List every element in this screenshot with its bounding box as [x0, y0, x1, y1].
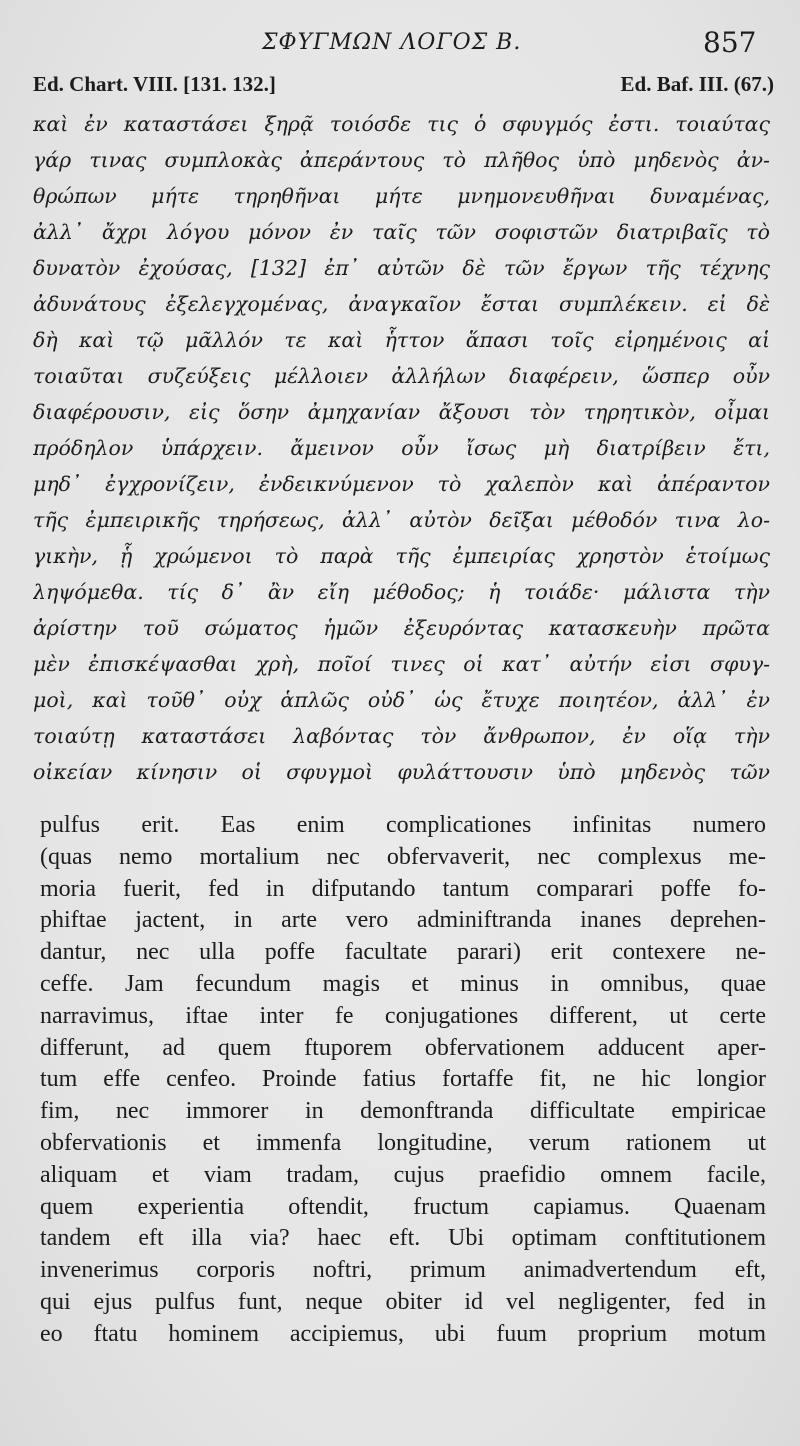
greek-text-line: δὴ καὶ τῷ μᾶλλόν τε καὶ ἧττον ἅπασι τοῖς εἰρημένοις αἱ: [33, 328, 770, 352]
edition-basel-reference: Ed. Baf. III. (67.): [620, 72, 774, 96]
greek-text-line: γικὴν, ᾗ χρώμενοι τὸ παρὰ τῆς ἐμπειρίας χρηστὸν ἑτοίμως: [33, 544, 770, 568]
greek-text-line: μηδ᾽ ἐγχρονίζειν, ἐνδεικνύμενον τὸ χαλεπὸν καὶ ἀπέραντον: [33, 472, 770, 496]
latin-text-line: quem experientia oftendit, fructum capiamus. Quaenam: [40, 1193, 766, 1220]
latin-text-line: phiftae jactent, in arte vero adminiftranda inanes deprehen-: [40, 907, 766, 934]
latin-text-line: narravimus, iftae inter fe conjugationes different, ut certe: [40, 1002, 766, 1029]
greek-text-line: μοὶ, καὶ τοῦθ᾽ οὐχ ἁπλῶς οὐδ᾽ ὡς ἔτυχε ποιητέον, ἀλλ᾽ ἐν: [33, 688, 770, 712]
greek-text-line: τοιαῦται συζεύξεις μέλλοιεν ἀλλήλων διαφέρειν, ὥσπερ οὖν: [33, 364, 770, 388]
greek-text-line: θρώπων μήτε τηρηθῆναι μήτε μνημονευθῆναι δυναμένας,: [33, 184, 770, 208]
running-head: [0, 26, 800, 66]
greek-text-line: τῆς ἐμπειρικῆς τηρήσεως, ἀλλ᾽ αὐτὸν δεῖξαι μέθοδόν τινα λο-: [33, 508, 770, 532]
latin-text-line: dantur, nec ulla poffe facultate parari) erit contexere ne-: [40, 939, 766, 966]
greek-text-line: δυνατὸν ἐχούσας, [132] ἐπ᾽ αὐτῶν δὲ τῶν ἔργων τῆς τέχνης: [33, 256, 770, 280]
latin-text-line: fim, nec immorer in demonftranda difficultate empiricae: [40, 1098, 766, 1125]
latin-text-line: invenerimus corporis noftri, primum animadvertendum eft,: [40, 1257, 766, 1284]
latin-text-line: moria fuerit, fed in difputando tantum comparari poffe fo-: [40, 875, 766, 902]
latin-text-line: tum effe cenfeo. Proinde fatius fortaffe fit, ne hic longior: [40, 1066, 766, 1093]
latin-text-block: [40, 810, 766, 1351]
page-number: 857: [703, 26, 757, 59]
latin-text-line: (quas nemo mortalium nec obfervaverit, nec complexus me-: [40, 843, 766, 870]
edition-chart-reference: Ed. Chart. VIII. [131. 132.]: [33, 72, 276, 96]
greek-text-block: [33, 106, 770, 790]
greek-text-line: διαφέρουσιν, εἰς ὅσην ἀμηχανίαν ἄξουσι τὸν τηρητικὸν, οἶμαι: [33, 400, 770, 424]
latin-text-line: qui ejus pulfus funt, neque obiter id vel negligenter, fed in: [40, 1288, 766, 1315]
greek-text-line: ἀρίστην τοῦ σώματος ἡμῶν ἐξευρόντας κατασκευὴν πρῶτα: [33, 616, 770, 640]
latin-text-line: obfervationis et immenfa longitudine, verum rationem ut: [40, 1129, 766, 1156]
latin-text-line: tandem eft illa via? haec eft. Ubi optimam conftitutionem: [40, 1225, 766, 1252]
greek-text-line: πρόδηλον ὑπάρχειν. ἄμεινον οὖν ἴσως μὴ διατρίβειν ἔτι,: [33, 436, 770, 460]
latin-text-line: aliquam et viam tradam, cujus praefidio omnem facile,: [40, 1161, 766, 1188]
greek-text-line: μὲν ἐπισκέψασθαι χρὴ, ποῖοί τινες οἱ κατ᾽ αὐτήν εἰσι σφυγ-: [33, 652, 770, 676]
greek-text-line: ἀλλ᾽ ἄχρι λόγου μόνον ἐν ταῖς τῶν σοφιστῶν διατριβαῖς τὸ: [33, 220, 770, 244]
greek-text-line: γάρ τινας συμπλοκὰς ἀπεράντους τὸ πλῆθος ὑπὸ μηδενὸς ἀν-: [33, 148, 770, 172]
greek-text-line: οἰκείαν κίνησιν οἱ σφυγμοὶ φυλάττουσιν ὑπὸ μηδενὸς τῶν: [33, 760, 770, 784]
running-title: ΣΦΥΓΜΩΝ ΛΟΓΟΣ Β.: [262, 30, 522, 55]
latin-text-line: differunt, ad quem ftuporem obfervationem adducent aper-: [40, 1034, 766, 1061]
greek-text-line: τοιαύτῃ καταστάσει λαβόντας τὸν ἄνθρωπον, ἐν οἵᾳ τὴν: [33, 724, 770, 748]
latin-text-line: eo ftatu hominem accipiemus, ubi fuum proprium motum: [40, 1320, 766, 1347]
greek-text-line: ληψόμεθα. τίς δ᾽ ἂν εἴη μέθοδος; ἡ τοιάδε· μάλιστα τὴν: [33, 580, 770, 604]
edition-references: [33, 72, 774, 100]
greek-text-line: καὶ ἐν καταστάσει ξηρᾷ τοιόσδε τις ὁ σφυγμός ἐστι. τοιαύτας: [33, 112, 770, 136]
latin-text-line: ceffe. Jam fecundum magis et minus in omnibus, quae: [40, 970, 766, 997]
greek-text-line: ἀδυνάτους ἐξελεγχομένας, ἀναγκαῖον ἔσται συμπλέκειν. εἰ δὲ: [33, 292, 770, 316]
latin-text-line: pulfus erit. Eas enim complicationes infinitas numero: [40, 812, 766, 838]
